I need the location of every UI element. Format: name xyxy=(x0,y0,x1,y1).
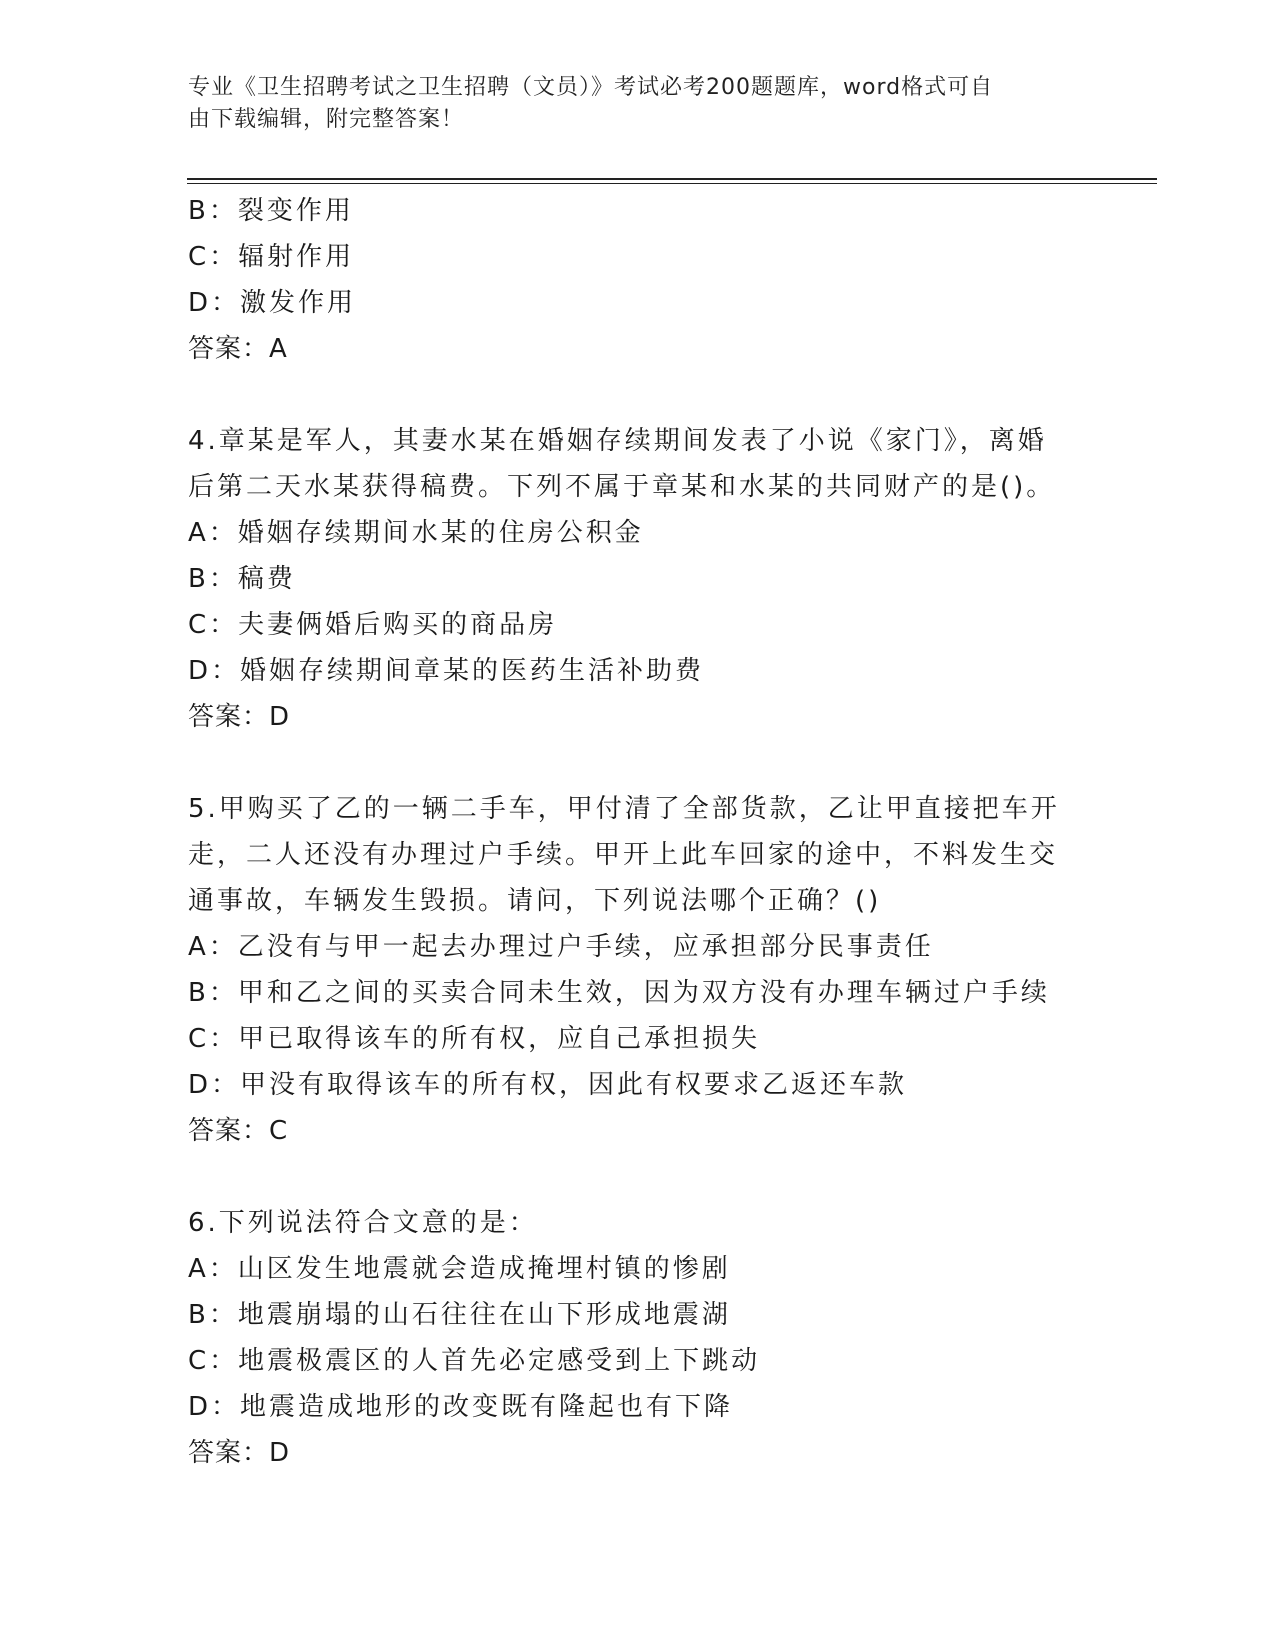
answer: 答案：A xyxy=(188,334,288,364)
option-b: B：稿费 xyxy=(188,564,296,594)
question-stem-line: 6.下列说法符合文意的是： xyxy=(188,1208,538,1238)
option-d: D：甲没有取得该车的所有权，因此有权要求乙返还车款 xyxy=(188,1070,908,1100)
answer: 答案：D xyxy=(188,702,291,732)
spacer xyxy=(188,372,1088,418)
option-d: D：激发作用 xyxy=(188,288,357,318)
header-divider-thin xyxy=(187,183,1157,184)
option-d: D：婚姻存续期间章某的医药生活补助费 xyxy=(188,656,705,686)
header-line-1: 专业《卫生招聘考试之卫生招聘（文员）》考试必考200题题库，word格式可自 xyxy=(188,75,994,100)
question-list xyxy=(188,188,1088,1476)
question-stem-line: 走，二人还没有办理过户手续。甲开上此车回家的途中，不料发生交 xyxy=(188,840,1059,870)
answer: 答案：C xyxy=(188,1116,289,1146)
question-4 xyxy=(188,418,1088,740)
option-c: C：夫妻俩婚后购买的商品房 xyxy=(188,610,558,640)
header-line-2: 由下载编辑，附完整答案！ xyxy=(188,107,465,132)
question-stem-line: 5.甲购买了乙的一辆二手车，甲付清了全部货款，乙让甲直接把车开 xyxy=(188,794,1060,824)
option-c: C：辐射作用 xyxy=(188,242,355,272)
option-d: D：地震造成地形的改变既有隆起也有下降 xyxy=(188,1392,734,1422)
question-5 xyxy=(188,786,1088,1154)
question-stem-line: 后第二天水某获得稿费。下列不属于章某和水某的共同财产的是()。 xyxy=(188,472,1056,502)
option-c: C：甲已取得该车的所有权，应自己承担损失 xyxy=(188,1024,761,1054)
option-a: A：山区发生地震就会造成掩埋村镇的惨剧 xyxy=(188,1254,731,1284)
question-stem-line: 4.章某是军人，其妻水某在婚姻存续期间发表了小说《家门》，离婚 xyxy=(188,426,1047,456)
answer: 答案：D xyxy=(188,1438,291,1468)
option-a: A：乙没有与甲一起去办理过户手续，应承担部分民事责任 xyxy=(188,932,934,962)
option-b: B：裂变作用 xyxy=(188,196,354,226)
option-b: B：甲和乙之间的买卖合同未生效，因为双方没有办理车辆过户手续 xyxy=(188,978,1050,1008)
question-6 xyxy=(188,1200,1088,1476)
spacer xyxy=(188,1154,1088,1200)
option-c: C：地震极震区的人首先必定感受到上下跳动 xyxy=(188,1346,761,1376)
document-header xyxy=(188,72,1068,136)
spacer xyxy=(188,740,1088,786)
question-stem-line: 通事故，车辆发生毁损。请问，下列说法哪个正确？() xyxy=(188,886,882,916)
option-a: A：婚姻存续期间水某的住房公积金 xyxy=(188,518,644,548)
header-divider-thick xyxy=(187,178,1157,180)
option-b: B：地震崩塌的山石往往在山下形成地震湖 xyxy=(188,1300,731,1330)
question-3-tail xyxy=(188,188,1088,372)
